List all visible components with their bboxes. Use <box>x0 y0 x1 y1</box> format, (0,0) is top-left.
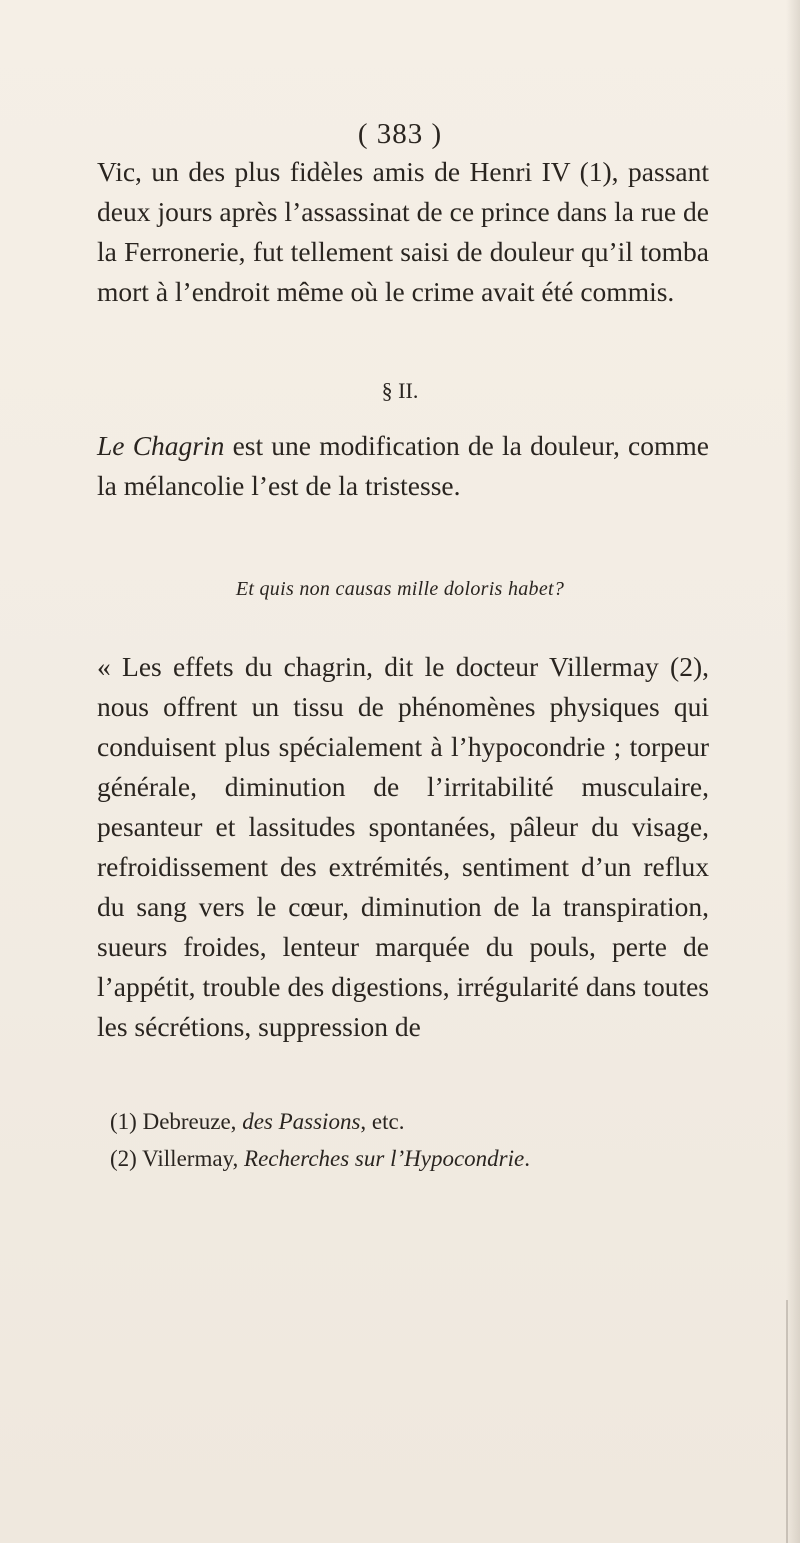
term-chagrin: Le Chagrin <box>97 430 225 461</box>
footnote-author: Villermay, <box>142 1146 239 1171</box>
paragraph-2 <box>97 426 709 506</box>
page-number: ( 383 ) <box>357 118 443 150</box>
footnote-tail: , etc. <box>360 1109 405 1134</box>
page-crease <box>786 1300 788 1543</box>
footnote-title: Recherches sur l’Hypocondrie <box>244 1146 525 1171</box>
paragraph-2-rest: est une modification de la douleur, comme la mélancolie l’est de la tristesse. <box>97 430 709 501</box>
page-edge-shadow <box>786 0 800 1543</box>
footnote-tail: . <box>524 1146 530 1171</box>
paragraph-3: « Les effets du chagrin, dit le docteur Villermay (2), nous offrent un tissu de phénomènes physiques qui conduisent plus spécialement à l’hypocondrie ; torpeur générale, diminution de l’irritabilité musculaire, pesanteur et lassitudes spontanées, pâleur du visage, refroidissement des extrémités, sentiment d’un reflux du sang vers le cœur, diminution de la transpiration, sueurs froides, lenteur marquée du pouls, perte de l’appétit, trouble des digestions, irrégularité dans toutes les sécrétions, suppression de <box>97 651 709 1042</box>
paragraph-1: Vic, un des plus fidèles amis de Henri IV (1), passant deux jours après l’assassinat de ce prince dans la rue de la Ferronerie, fut tellement saisi de douleur qu’il tomba mort à l’endroit même où le crime avait été commis. <box>97 156 709 307</box>
footnote-1 <box>110 1103 730 1140</box>
footnote-mark: (2) <box>110 1146 137 1171</box>
footnotes <box>110 1103 730 1177</box>
footnote-title: des Passions <box>242 1109 361 1134</box>
latin-epigraph: Et quis non causas mille doloris habet? <box>235 578 565 600</box>
footnote-mark: (1) <box>110 1109 137 1134</box>
footnote-author: Debreuze, <box>142 1109 237 1134</box>
footnote-2 <box>110 1140 730 1177</box>
section-heading: § II. <box>381 378 419 403</box>
